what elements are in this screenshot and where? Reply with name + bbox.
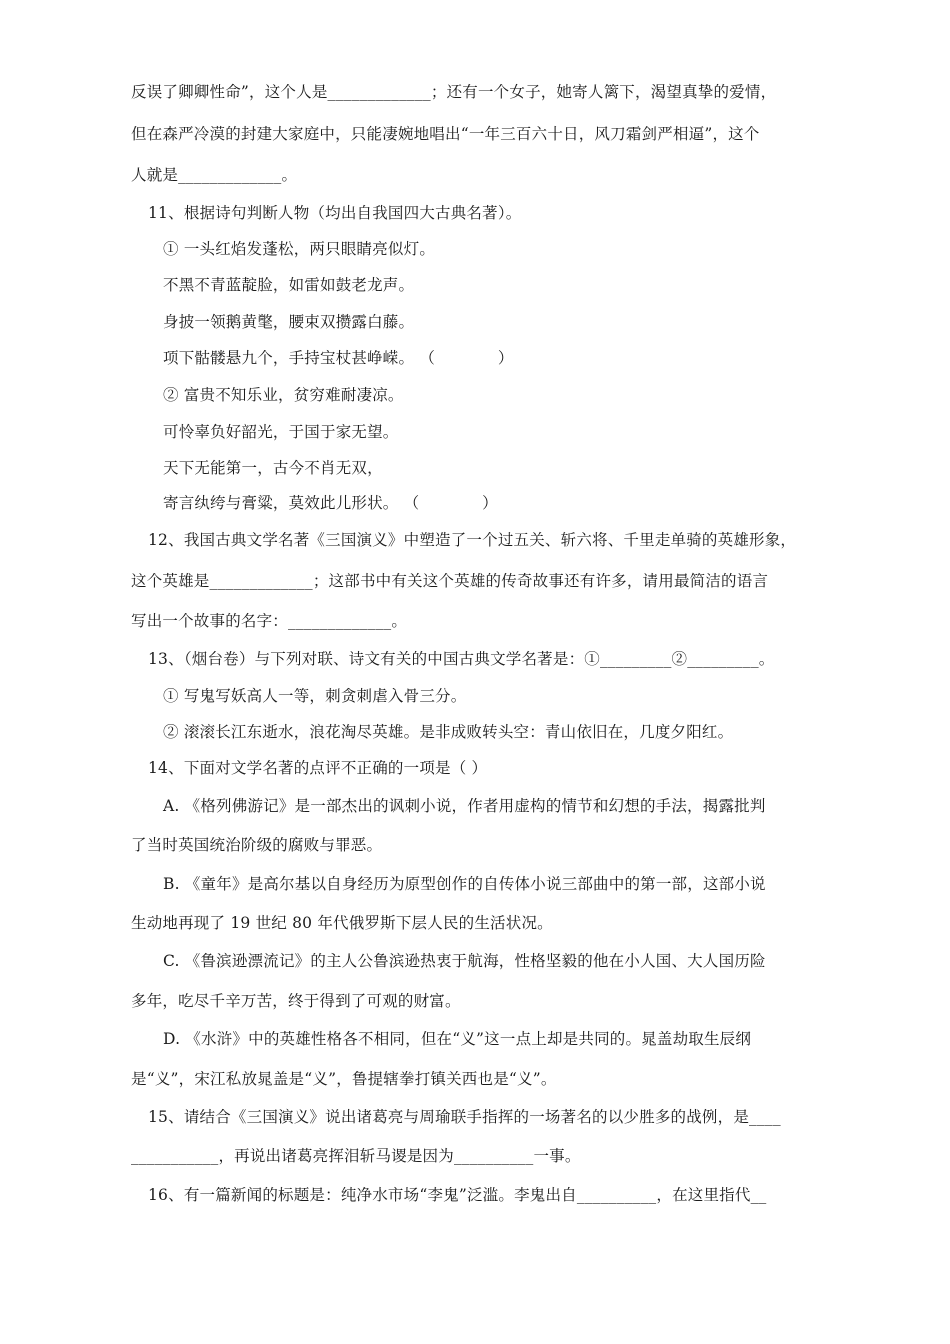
text-line: 人就是_____________。 <box>131 166 298 184</box>
poem-line: 不黑不青蓝靛脸，如雷如鼓老龙声。 <box>163 276 415 294</box>
text-line: ___________，再说出诸葛亮挥泪斩马谡是因为__________一事。 <box>131 1147 581 1165</box>
poem-line: 身披一领鹅黄氅，腰束双攒露白藤。 <box>163 313 415 331</box>
question-13: 13、（烟台卷）与下列对联、诗文有关的中国古典文学名著是：①_________②_________。 <box>148 650 775 668</box>
poem-line: ① 一头红焰发蓬松，两只眼睛亮似灯。 <box>163 240 436 258</box>
couplet-line: ① 写鬼写妖高人一等，刺贪刺虐入骨三分。 <box>163 687 467 705</box>
poem-line: 可怜辜负好韶光，于国于家无望。 <box>163 423 399 441</box>
text-line: 生动地再现了 19 世纪 80 年代俄罗斯下层人民的生活状况。 <box>131 914 553 932</box>
question-12: 12、我国古典文学名著《三国演义》中塑造了一个过五关、斩六将、千里走单骑的英雄形象， <box>148 531 797 549</box>
poem-line: 寄言纨绔与膏粱，莫效此儿形状。 （ ） <box>163 494 498 512</box>
text-line: 反误了卿卿性命”，这个人是_____________；还有一个女子，她寄人篱下，渴望真挚的爱情， <box>131 83 777 101</box>
couplet-line: ② 滚滚长江东逝水，浪花淘尽英雄。是非成败转头空：青山依旧在，几度夕阳红。 <box>163 723 734 741</box>
text-line: 这个英雄是_____________；这部书中有关这个英雄的传奇故事还有许多，请用最简洁的语言 <box>131 572 769 590</box>
option-c: C. 《鲁滨逊漂流记》的主人公鲁滨逊热衷于航海，性格坚毅的他在小人国、大人国历险 <box>163 952 766 970</box>
text-line: 写出一个故事的名字：_____________。 <box>131 612 408 630</box>
text-line: 是“义”，宋江私放晁盖是“义”，鲁提辖拳打镇关西也是“义”。 <box>131 1070 557 1088</box>
poem-line: ② 富贵不知乐业，贫穷难耐凄凉。 <box>163 386 404 404</box>
poem-line: 项下骷髅悬九个，手持宝杖甚峥嵘。 （ ） <box>163 349 514 367</box>
option-b: B. 《童年》是高尔基以自身经历为原型创作的自传体小说三部曲中的第一部，这部小说 <box>163 875 766 893</box>
question-16: 16、有一篇新闻的标题是：纯净水市场“李鬼”泛滥。李鬼出自__________，在这里指代__ <box>148 1186 767 1204</box>
poem-line: 天下无能第一，古今不肖无双， <box>163 459 383 477</box>
text-line: 了当时英国统治阶级的腐败与罪恶。 <box>131 836 383 854</box>
question-15: 15、请结合《三国演义》说出诸葛亮与周瑜联手指挥的一场著名的以少胜多的战例，是____ <box>148 1108 781 1126</box>
text-line: 但在森严冷漠的封建大家庭中，只能凄婉地唱出“一年三百六十日，风刀霜剑严相逼”，这个 <box>131 125 760 143</box>
question-14: 14、下面对文学名著的点评不正确的一项是（ ） <box>148 759 488 777</box>
text-line: 多年，吃尽千辛万苦，终于得到了可观的财富。 <box>131 992 461 1010</box>
option-a: A. 《格列佛游记》是一部杰出的讽刺小说，作者用虚构的情节和幻想的手法，揭露批判 <box>163 797 766 815</box>
option-d: D. 《水浒》中的英雄性格各不相同，但在“义”这一点上却是共同的。晁盖劫取生辰纲 <box>163 1030 752 1048</box>
question-11: 11、根据诗句判断人物（均出自我国四大古典名著）。 <box>148 204 522 222</box>
